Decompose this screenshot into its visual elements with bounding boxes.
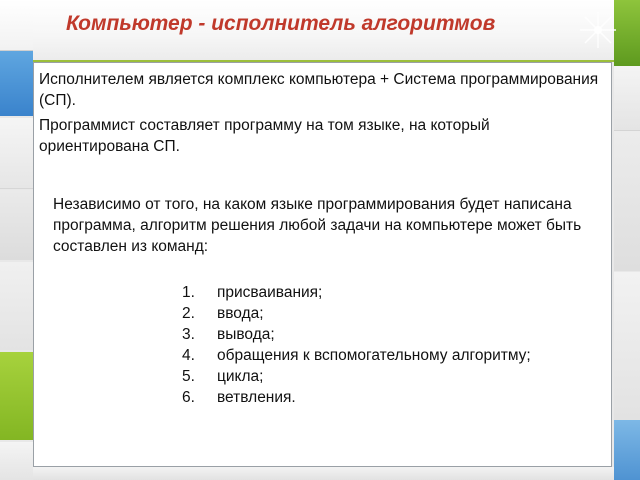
list-item [182, 366, 602, 387]
list-item-number: 3. [182, 326, 195, 343]
left-block-green [0, 352, 33, 440]
commands-list [182, 282, 602, 408]
list-item-number: 5. [182, 368, 195, 385]
list-item [182, 282, 602, 303]
list-item [182, 303, 602, 324]
list-item-number: 2. [182, 305, 195, 322]
list-item [182, 324, 602, 345]
slide-title: Компьютер - исполнитель алгоритмов [66, 12, 496, 35]
paragraph-programmer: Программист составляет программу на том языке, на который ориентирована СП. [39, 117, 490, 155]
content-box [33, 62, 612, 467]
right-block-blue [614, 420, 640, 480]
list-item-text: ветвления. [217, 389, 296, 406]
right-block-gray-3 [614, 272, 640, 420]
bottom-strip [33, 467, 614, 480]
left-block-bottom [0, 442, 33, 480]
left-block-top [0, 0, 33, 51]
left-block-gray-2 [0, 190, 33, 260]
list-item [182, 387, 602, 408]
list-item-number: 6. [182, 389, 195, 406]
list-item-text: цикла; [217, 368, 264, 385]
list-item-text: присваивания; [217, 284, 323, 301]
left-decorative-column [0, 0, 33, 480]
right-block-gray-1 [614, 66, 640, 131]
list-item-text: вывода; [217, 326, 275, 343]
left-block-gray-1 [0, 118, 33, 189]
list-item-text: ввода; [217, 305, 264, 322]
list-item [182, 345, 602, 366]
right-block-gray-2 [614, 131, 640, 271]
list-item-number: 4. [182, 347, 195, 364]
paragraph-executor: Исполнителем является комплекс компьютера + Система программирования (СП). [39, 71, 599, 109]
right-decorative-column [614, 0, 640, 480]
list-item-text: обращения к вспомогательному алгоритму; [217, 347, 531, 364]
list-item-number: 1. [182, 284, 195, 301]
paragraph-commands-intro: Независимо от того, на каком языке программирования будет написана программа, алгоритм решения любой задачи на компьютере может быть составлен из команд: [53, 196, 582, 255]
left-block-gray-3 [0, 262, 33, 350]
sparkle-icon [578, 10, 618, 50]
left-block-blue [0, 51, 33, 116]
